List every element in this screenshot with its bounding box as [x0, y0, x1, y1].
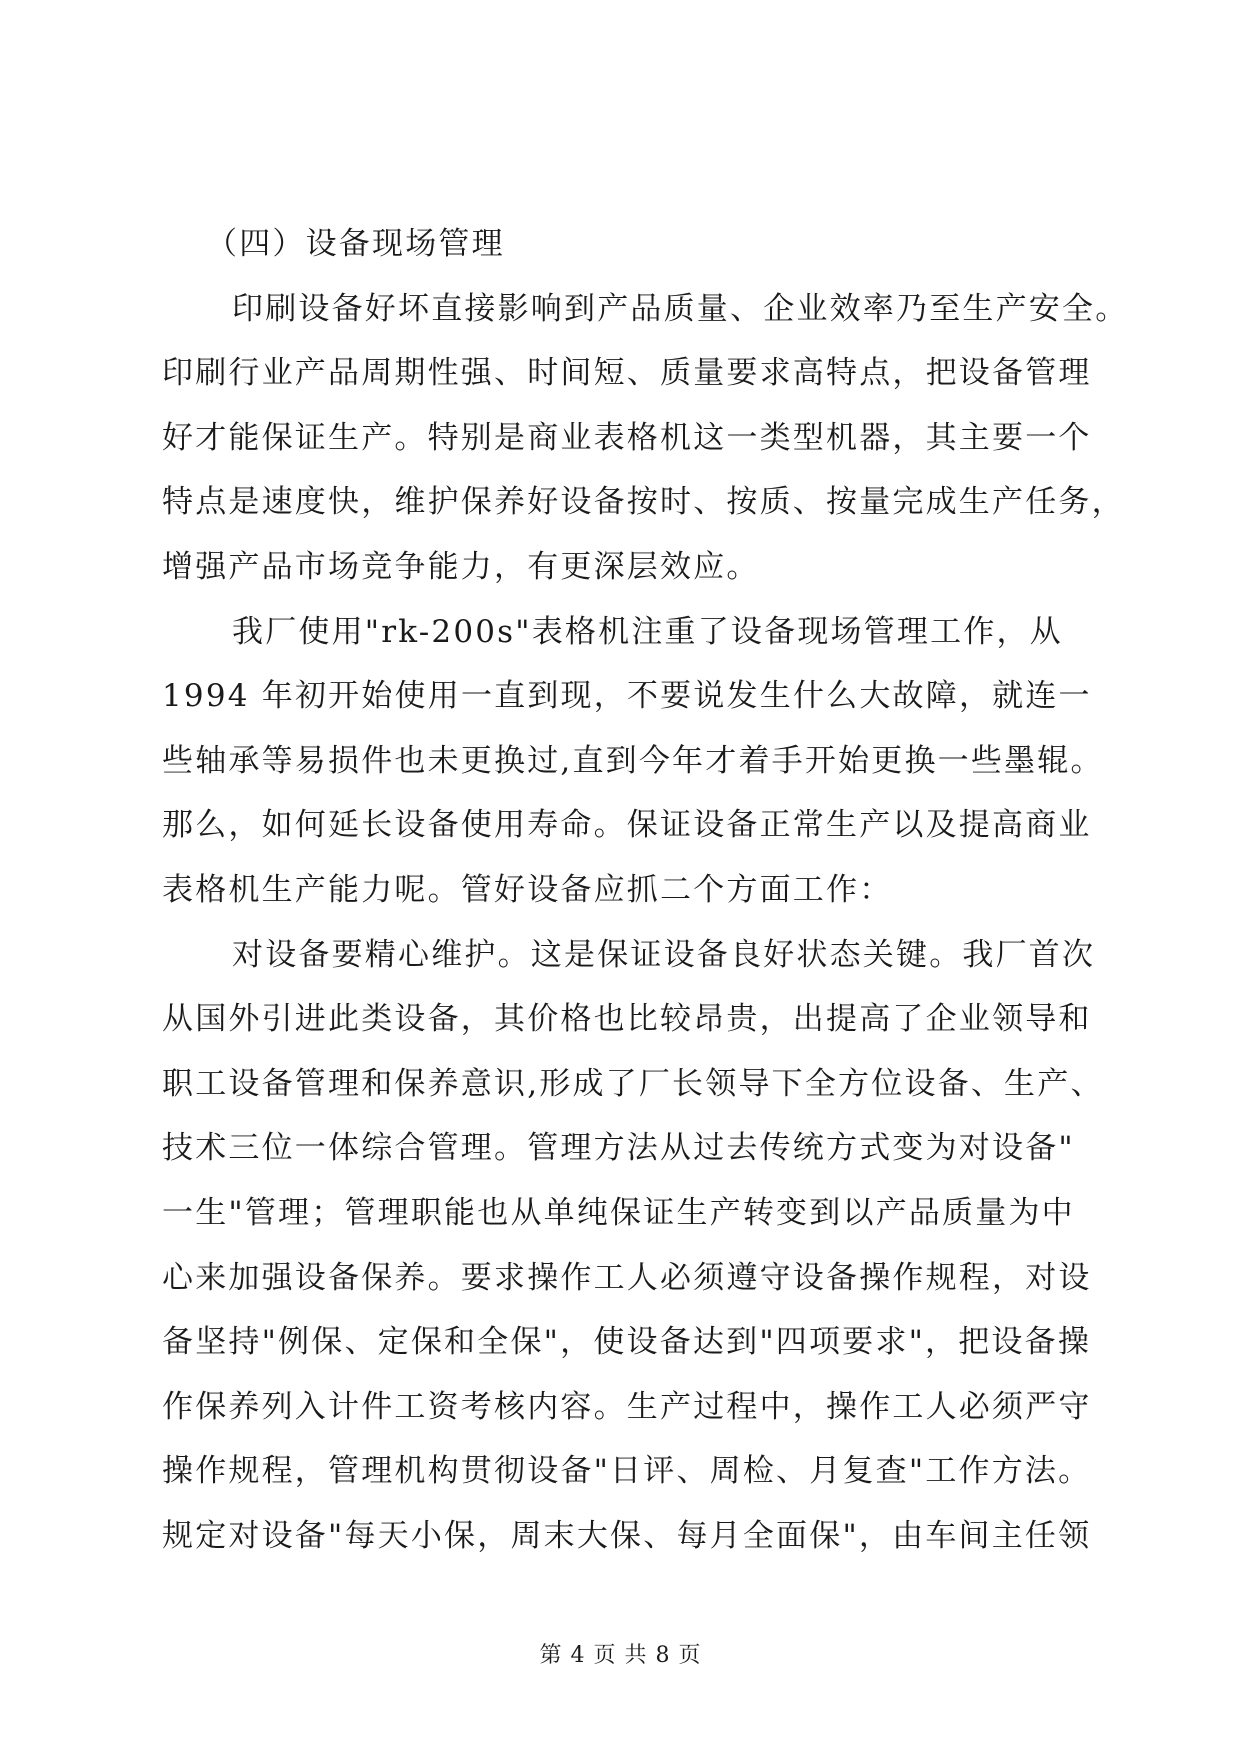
paragraph-2-line-5: 表格机生产能力呢。管好设备应抓二个方面工作：	[162, 871, 893, 908]
paragraph-1-line-1: 印刷设备好坏直接影响到产品质量、企业效率乃至生产安全。	[232, 290, 1129, 327]
paragraph-3-line-3: 职工设备管理和保养意识,形成了厂长领导下全方位设备、生产、	[162, 1065, 1104, 1102]
page-number-footer: 第 4 页 共 8 页	[539, 1643, 702, 1668]
document-body	[162, 226, 1129, 1585]
paragraph-1-line-4: 特点是速度快，维护保养好设备按时、按质、按量完成生产任务，	[162, 484, 1125, 521]
paragraph-3-line-8: 作保养列入计件工资考核内容。生产过程中，操作工人必须严守	[162, 1388, 1092, 1425]
paragraph-3-line-7: 备坚持"例保、定保和全保"，使设备达到"四项要求"，把设备操	[162, 1324, 1092, 1361]
paragraph-2-line-4: 那么，如何延长设备使用寿命。保证设备正常生产以及提高商业	[162, 807, 1092, 844]
paragraph-3-line-9: 操作规程，管理机构贯彻设备"日评、周检、月复查"工作方法。	[162, 1453, 1092, 1490]
paragraph-3-line-6: 心来加强设备保养。要求操作工人必须遵守设备操作规程，对设	[162, 1259, 1092, 1296]
section-heading: （四）设备现场管理	[206, 226, 505, 262]
paragraph-2-line-3: 些轴承等易损件也未更换过,直到今年才着手开始更换一些墨辊。	[162, 742, 1104, 779]
paragraph-2-line-2: 1994 年初开始使用一直到现，不要说发生什么大故障，就连一	[162, 678, 1092, 715]
paragraph-1-line-3: 好才能保证生产。特别是商业表格机这一类型机器，其主要一个	[162, 419, 1092, 456]
paragraph-3-line-1: 对设备要精心维护。这是保证设备良好状态关键。我厂首次	[232, 936, 1096, 973]
paragraph-3-line-2: 从国外引进此类设备，其价格也比较昂贵，出提高了企业领导和	[162, 1001, 1092, 1038]
paragraph-1-line-5: 增强产品市场竞争能力，有更深层效应。	[162, 548, 760, 585]
paragraph-3-line-5: 一生"管理；管理职能也从单纯保证生产转变到以产品质量为中	[162, 1194, 1075, 1231]
paragraph-1-line-2: 印刷行业产品周期性强、时间短、质量要求高特点，把设备管理	[162, 355, 1092, 392]
paragraph-3-line-4: 技术三位一体综合管理。管理方法从过去传统方式变为对设备"	[162, 1130, 1075, 1167]
paragraph-2-line-1: 我厂使用"rk-200s"表格机注重了设备现场管理工作，从	[232, 613, 1063, 650]
paragraph-3-line-10: 规定对设备"每天小保，周末大保、每月全面保"，由车间主任领	[162, 1517, 1092, 1554]
